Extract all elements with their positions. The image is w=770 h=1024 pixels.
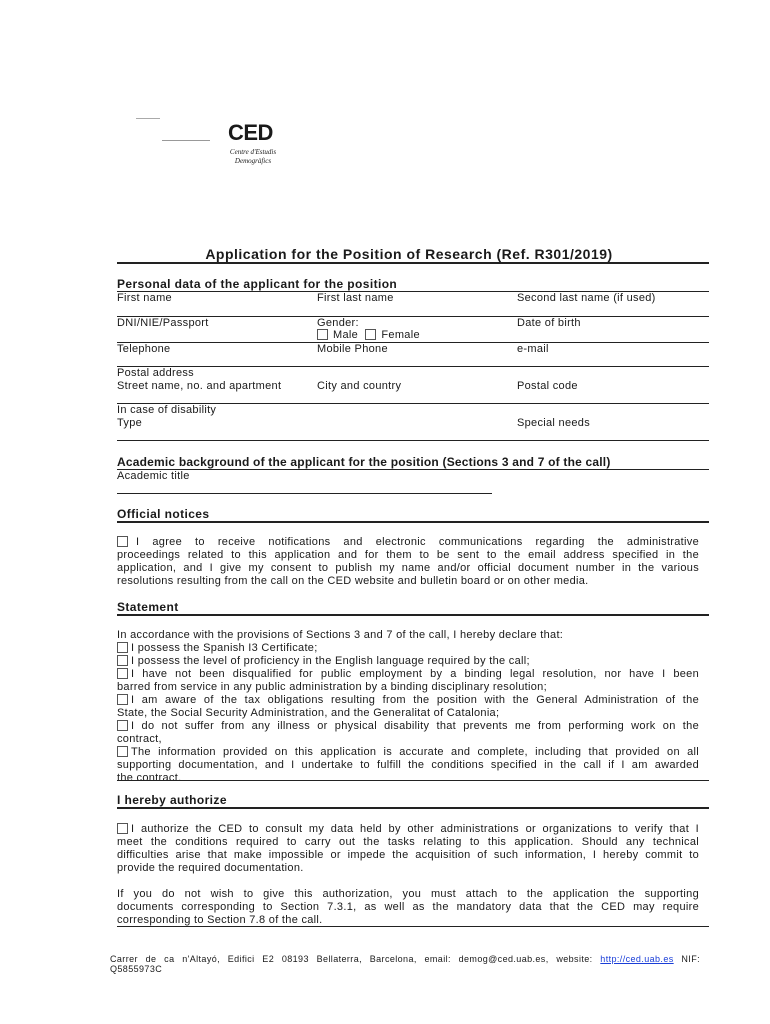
notices-line: [117, 536, 699, 549]
statement-checkbox-3[interactable]: [117, 668, 128, 679]
divider: [117, 807, 709, 809]
label-street: Street name, no. and apartment: [117, 380, 282, 392]
logo-mark: [162, 140, 210, 141]
footer-line: [110, 954, 700, 964]
section-heading-notices: Official notices: [117, 507, 210, 521]
label-gender: Gender:: [317, 317, 359, 329]
label-academic-title: Academic title: [117, 470, 190, 482]
label-female: Female: [381, 329, 420, 341]
notices-line: proceedings related to this application and for them to be sent to the email address specified in the: [117, 549, 699, 561]
statement-item: [117, 655, 699, 668]
divider: [117, 614, 709, 616]
statement-checkbox-2[interactable]: [117, 655, 128, 666]
logo: [136, 112, 296, 172]
notices-paragraph: [117, 536, 699, 588]
statement-item-text: I do not suffer from any illness or physical disability that prevents me from performing work on the: [131, 720, 699, 732]
label-first-name: First name: [117, 292, 172, 304]
statement-item: [117, 720, 699, 733]
divider: [117, 926, 709, 927]
authorize-checkbox[interactable]: [117, 823, 128, 834]
label-postal-code: Postal code: [517, 380, 578, 392]
section-heading-authorize: I hereby authorize: [117, 793, 227, 807]
male-checkbox[interactable]: [317, 329, 328, 340]
statement-item-cont: barred from service in any public administration by a binding disciplinary resolution;: [117, 681, 547, 693]
form-title: Application for the Position of Research (Ref. R301/2019): [205, 246, 613, 262]
section-heading-statement: Statement: [117, 600, 179, 614]
statement-checkbox-5[interactable]: [117, 720, 128, 731]
statement-item-text: I possess the level of proficiency in the English language required by the call;: [131, 655, 530, 667]
label-mobile-phone: Mobile Phone: [317, 343, 388, 355]
label-city-country: City and country: [317, 380, 402, 392]
authorize-line: documents corresponding to Section 7.3.1, as well as the mandatory data that the CED may require: [117, 901, 699, 913]
authorize-line: [117, 823, 699, 836]
statement-checkbox-6[interactable]: [117, 746, 128, 757]
label-type: Type: [117, 417, 143, 429]
notices-line: application, and I give my consent to publish my name and/or official document number in the various: [117, 562, 699, 574]
label-email: e-mail: [517, 343, 549, 355]
authorize-line: meet the conditions required to carry out the tasks relating to this application. Should any technical: [117, 836, 699, 848]
notices-consent-checkbox[interactable]: [117, 536, 128, 547]
authorize-line-text: I authorize the CED to consult my data held by other administrations or organizations to verify that I: [131, 823, 699, 835]
notices-line: resolutions resulting from the call on the CED website and bulletin board or on other media.: [117, 575, 589, 587]
gender-options: [317, 329, 420, 342]
divider: [117, 262, 709, 264]
statement-item-cont: contract,: [117, 733, 162, 745]
label-special-needs: Special needs: [517, 417, 591, 429]
statement-item: [117, 668, 699, 681]
section-heading-academic: Academic background of the applicant for the position (Sections 3 and 7 of the call): [117, 455, 611, 469]
statement-item-text: The information provided on this application is accurate and complete, including that provided on all: [131, 746, 699, 758]
divider: [117, 521, 709, 523]
statement-item-cont: the contract.: [117, 772, 182, 784]
divider: [117, 366, 709, 367]
authorize-paragraph-2: [117, 888, 699, 927]
statement-item-cont: supporting documentation, and I undertake to fulfill the conditions specified in the call if I am awarded: [117, 759, 699, 771]
academic-title-underline: [117, 493, 492, 494]
statement-item: [117, 694, 699, 707]
label-dni: DNI/NIE/Passport: [117, 317, 209, 329]
divider: [117, 440, 709, 441]
statement-body: [117, 629, 699, 785]
divider: [117, 469, 709, 470]
label-disability: In case of disability: [117, 404, 217, 416]
notices-line-text: I agree to receive notifications and electronic communications regarding the administrative: [136, 536, 699, 548]
female-checkbox[interactable]: [365, 329, 376, 340]
logo-subtitle-line1: Centre d'Estudis: [229, 148, 277, 156]
label-second-last-name: Second last name (if used): [517, 292, 656, 304]
divider: [117, 780, 709, 781]
statement-checkbox-1[interactable]: [117, 642, 128, 653]
authorize-line: difficulties arise that make impossible or impede the acquisition of such information, I hereby commit to: [117, 849, 699, 861]
footer-address: Carrer de ca n'Altayó, Edifici E2 08193 Bellaterra, Barcelona, email: demog@ced.uab.es, website:: [110, 954, 593, 964]
footer-website-link[interactable]: http://ced.uab.es: [600, 954, 674, 964]
statement-item: [117, 642, 699, 655]
authorize-line: If you do not wish to give this authorization, you must attach to the application the supporting: [117, 888, 699, 900]
statement-checkbox-4[interactable]: [117, 694, 128, 705]
authorize-line: corresponding to Section 7.8 of the call.: [117, 914, 323, 926]
label-male: Male: [333, 329, 359, 341]
statement-intro: In accordance with the provisions of Sections 3 and 7 of the call, I hereby declare that:: [117, 629, 564, 641]
statement-item-text: I have not been disqualified for public employment by a binding legal resolution, nor have I been: [131, 668, 699, 680]
footer: [110, 954, 700, 974]
label-date-of-birth: Date of birth: [517, 317, 581, 329]
logo-subtitle-line2: Demogràfics: [234, 157, 272, 165]
logo-mark: [136, 118, 160, 119]
authorize-line: provide the required documentation.: [117, 862, 304, 874]
divider: [117, 342, 709, 343]
label-postal-address: Postal address: [117, 367, 194, 379]
statement-item-text: I possess the Spanish I3 Certificate;: [131, 642, 318, 654]
logo-name: CED: [228, 120, 273, 145]
footer-nif-label: NIF:: [681, 954, 700, 964]
logo-subtitle: [218, 148, 288, 166]
authorize-paragraph-1: [117, 823, 699, 875]
label-telephone: Telephone: [117, 343, 171, 355]
footer-nif-value: Q5855973C: [110, 964, 163, 974]
statement-item-text: I am aware of the tax obligations resulting from the position with the General Administration of the: [131, 694, 699, 706]
section-heading-personal: Personal data of the applicant for the position: [117, 277, 398, 291]
label-first-last-name: First last name: [317, 292, 394, 304]
statement-item: [117, 746, 699, 759]
statement-item-cont: State, the Social Security Administration, and the Generalitat of Catalonia;: [117, 707, 500, 719]
